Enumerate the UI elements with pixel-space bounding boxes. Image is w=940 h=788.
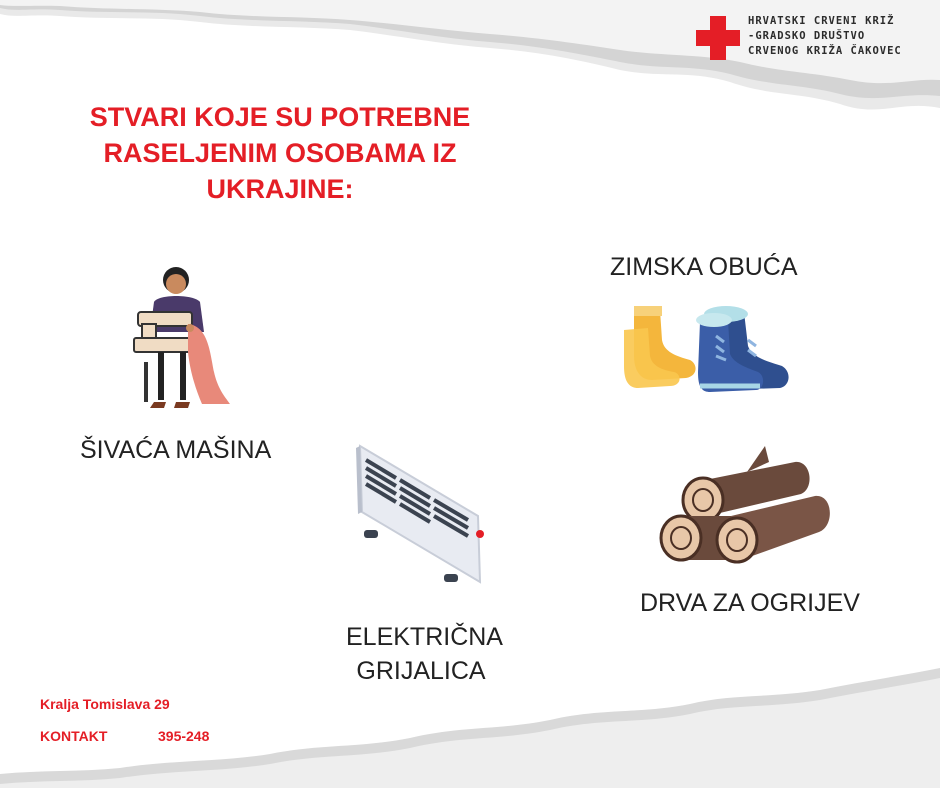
org-line-1: HRVATSKI CRVENI KRIŽ bbox=[748, 15, 895, 27]
phone-number: 395-248 bbox=[158, 728, 210, 744]
electric-heater-icon bbox=[352, 440, 492, 590]
firewood-label: DRVA ZA OGRIJEV bbox=[640, 589, 860, 617]
red-cross-logo-icon bbox=[696, 16, 740, 60]
headline bbox=[80, 99, 480, 207]
contact-label: KONTAKT bbox=[40, 728, 108, 744]
address-text: Kralja Tomislava 29 bbox=[40, 696, 170, 712]
winter-shoes-label: ZIMSKA OBUĆA bbox=[610, 253, 798, 281]
winter-boots-icon bbox=[620, 300, 795, 395]
electric-heater-label-line-2: GRIJALICA bbox=[356, 657, 486, 685]
organization-name bbox=[748, 14, 902, 59]
headline-line-3: UKRAJINE: bbox=[206, 174, 354, 204]
electric-heater-label bbox=[346, 620, 503, 688]
firewood-logs-icon bbox=[655, 444, 835, 569]
headline-line-1: STVARI KOJE SU POTREBNE bbox=[89, 102, 471, 132]
electric-heater-label-line-1: ELEKTRIČNA bbox=[346, 623, 503, 651]
headline-line-2: RASELJENIM OSOBAMA IZ bbox=[103, 138, 457, 168]
sewing-woman-icon bbox=[118, 262, 238, 412]
org-line-2: -GRADSKO DRUŠTVO bbox=[748, 30, 866, 42]
org-line-3: CRVENOG KRIŽA ČAKOVEC bbox=[748, 45, 902, 57]
sewing-machine-label: ŠIVAĆA MAŠINA bbox=[80, 436, 272, 464]
